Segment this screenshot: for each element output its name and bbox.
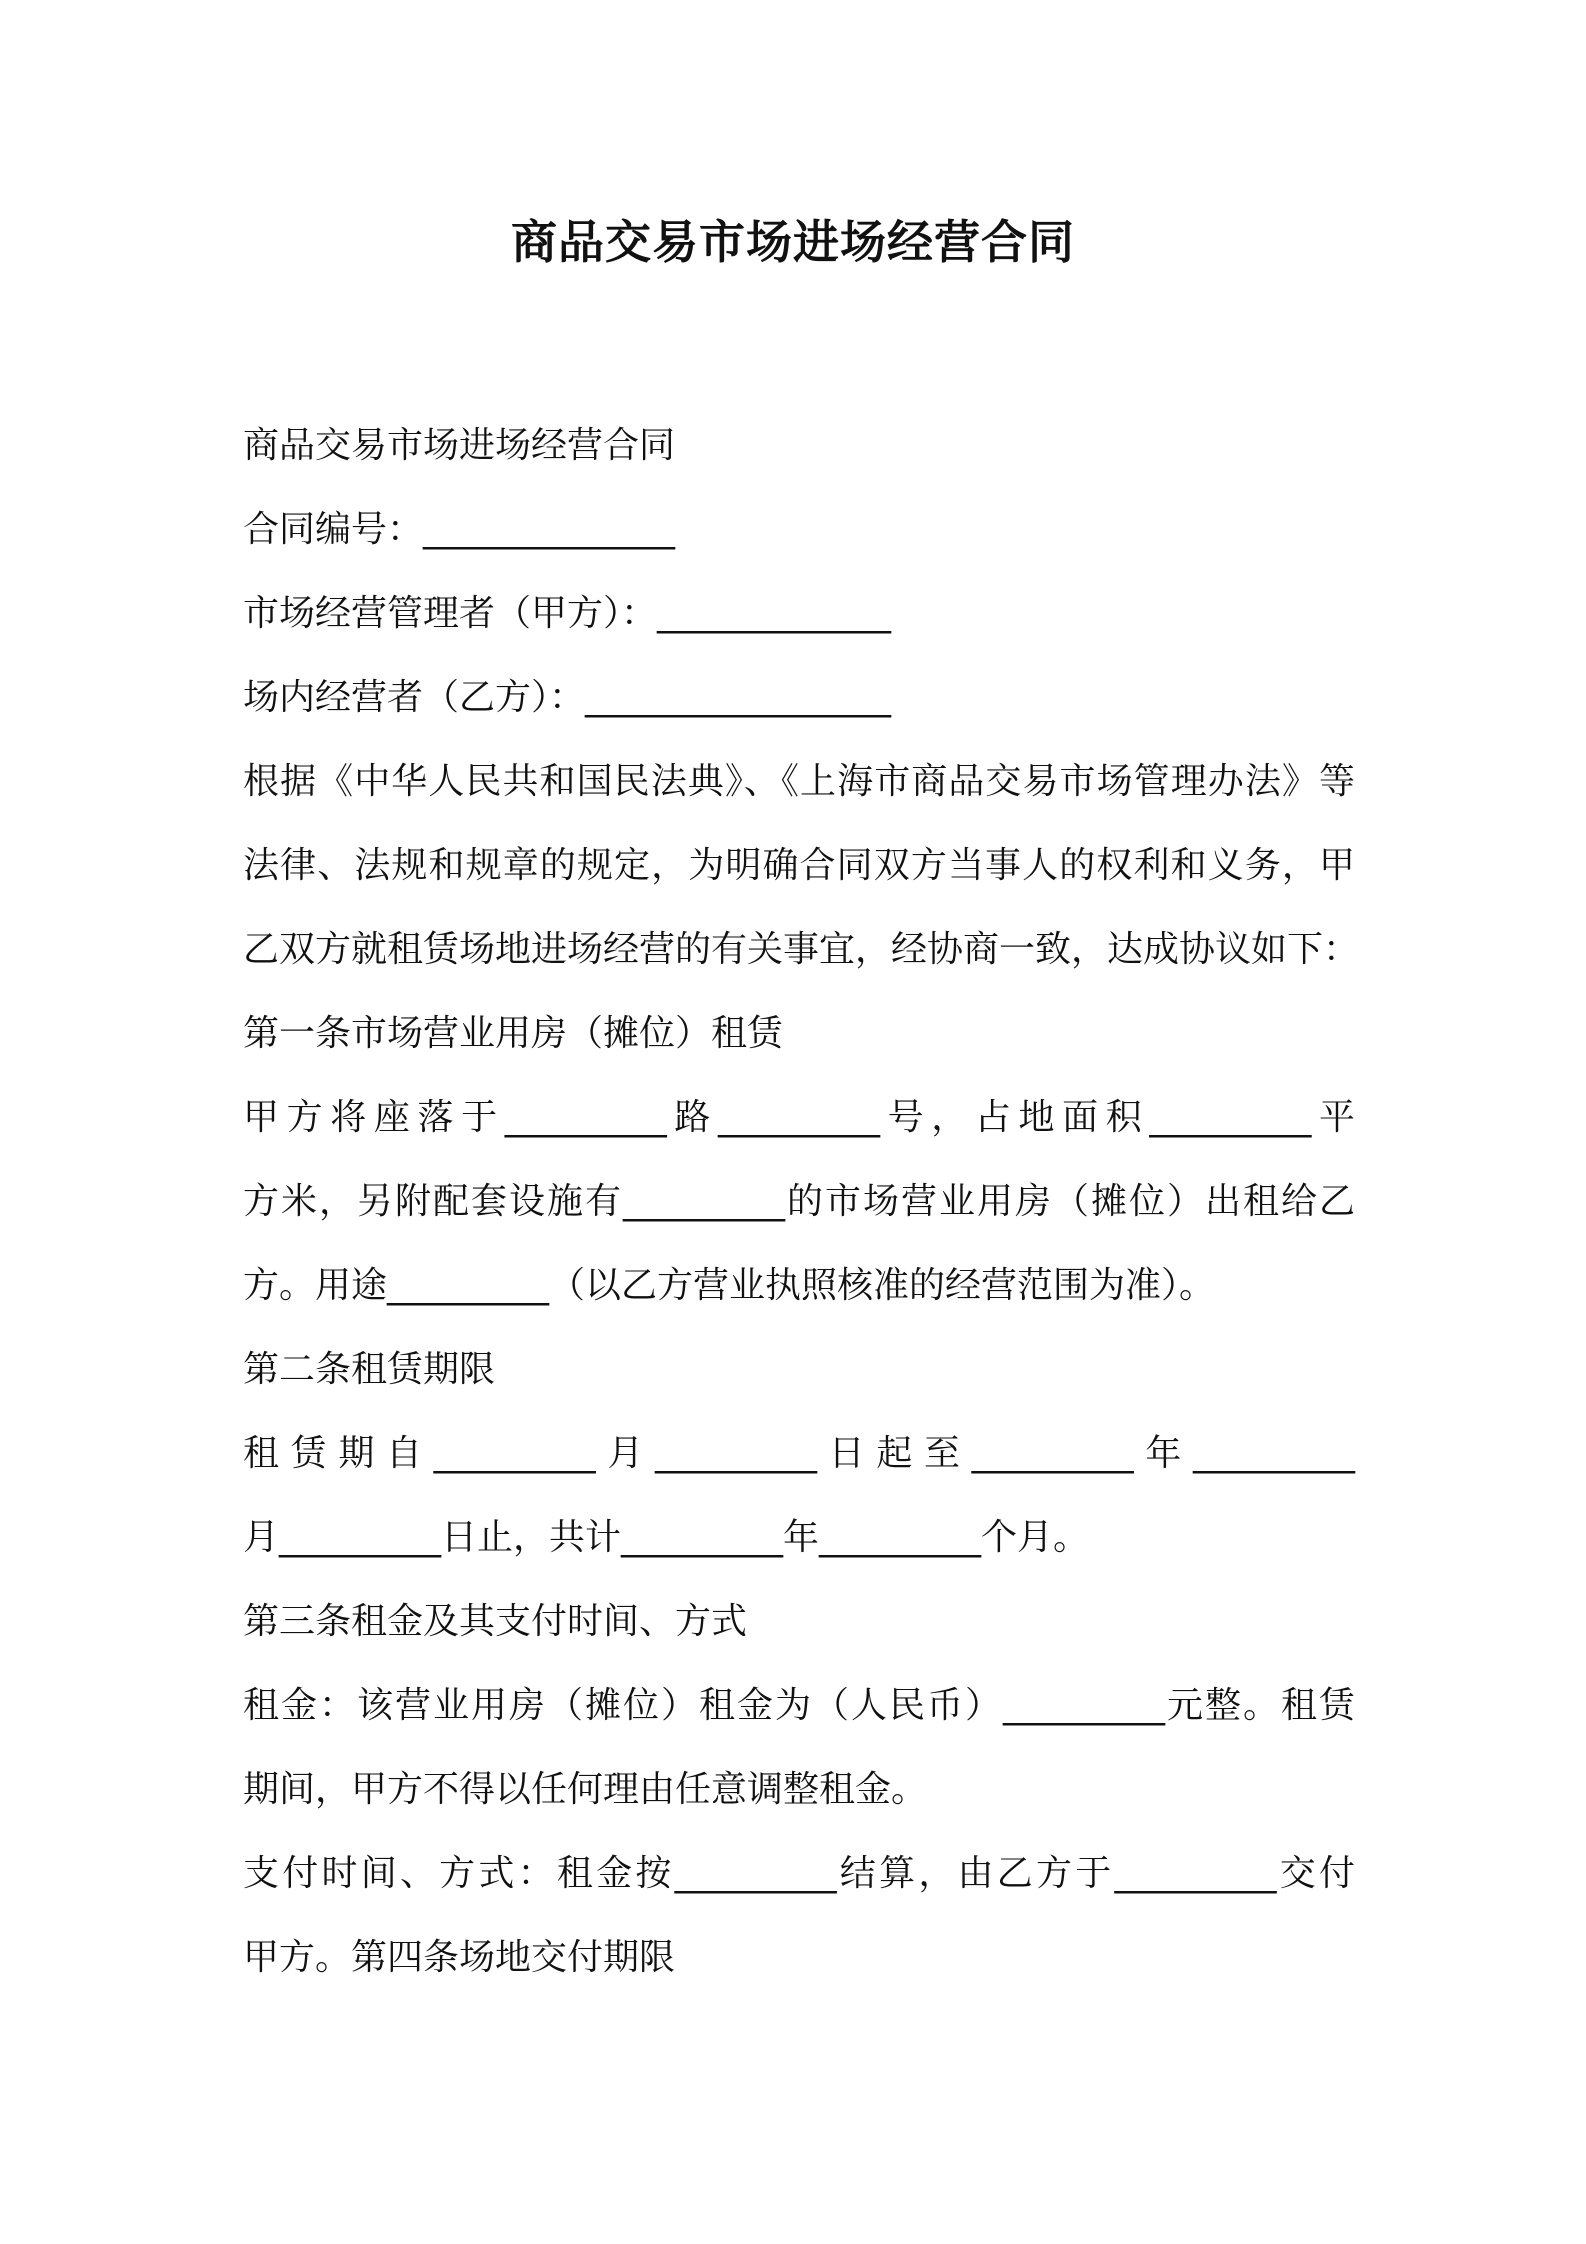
article-2-line-2: 月_________日止，共计_________年_________个月。 bbox=[243, 1517, 1090, 1558]
article-1-line-3: 方。用途_________（以乙方营业执照核准的经营范围为准）。 bbox=[243, 1265, 1216, 1306]
article-3-line-3: 支付时间、方式：租金按_________结算，由乙方于_________交付 bbox=[243, 1853, 1355, 1894]
article-3-line-4: 甲方。第四条场地交付期限 bbox=[243, 1937, 676, 1978]
document-title: 商品交易市场进场经营合同 bbox=[511, 215, 1075, 269]
preamble-line-2: 法律、法规和规章的规定，为明确合同双方当事人的权利和义务，甲 bbox=[243, 845, 1355, 886]
article-3-heading: 第三条租金及其支付时间、方式 bbox=[243, 1601, 748, 1642]
preamble-line-1: 根据《中华人民共和国民法典》、《上海市商品交易市场管理办法》等 bbox=[243, 761, 1355, 802]
party-b-line: 场内经营者（乙方）：_________________ bbox=[243, 677, 892, 718]
article-3-line-2: 期间，甲方不得以任何理由任意调整租金。 bbox=[243, 1769, 928, 1810]
article-3-line-1: 租金：该营业用房（摊位）租金为（人民币）_________元整。租赁 bbox=[243, 1685, 1355, 1726]
article-2-line-1: 租赁期自_________月_________日起至_________年_________ bbox=[243, 1433, 1355, 1474]
article-1-line-2: 方米，另附配套设施有_________的市场营业用房（摊位）出租给乙 bbox=[243, 1181, 1355, 1222]
contract-number-line: 合同编号：______________ bbox=[243, 509, 676, 550]
subtitle-line: 商品交易市场进场经营合同 bbox=[243, 425, 676, 466]
article-2-heading: 第二条租赁期限 bbox=[243, 1349, 496, 1390]
preamble-line-3: 乙双方就租赁场地进场经营的有关事宜，经协商一致，达成协议如下： bbox=[243, 929, 1360, 970]
party-a-line: 市场经营管理者（甲方）：_____________ bbox=[243, 593, 892, 634]
contract-body bbox=[243, 404, 1360, 2000]
article-1-heading: 第一条市场营业用房（摊位）租赁 bbox=[243, 1013, 784, 1054]
article-1-line-1: 甲方将座落于_________路_________号，占地面积_________平 bbox=[243, 1097, 1355, 1138]
